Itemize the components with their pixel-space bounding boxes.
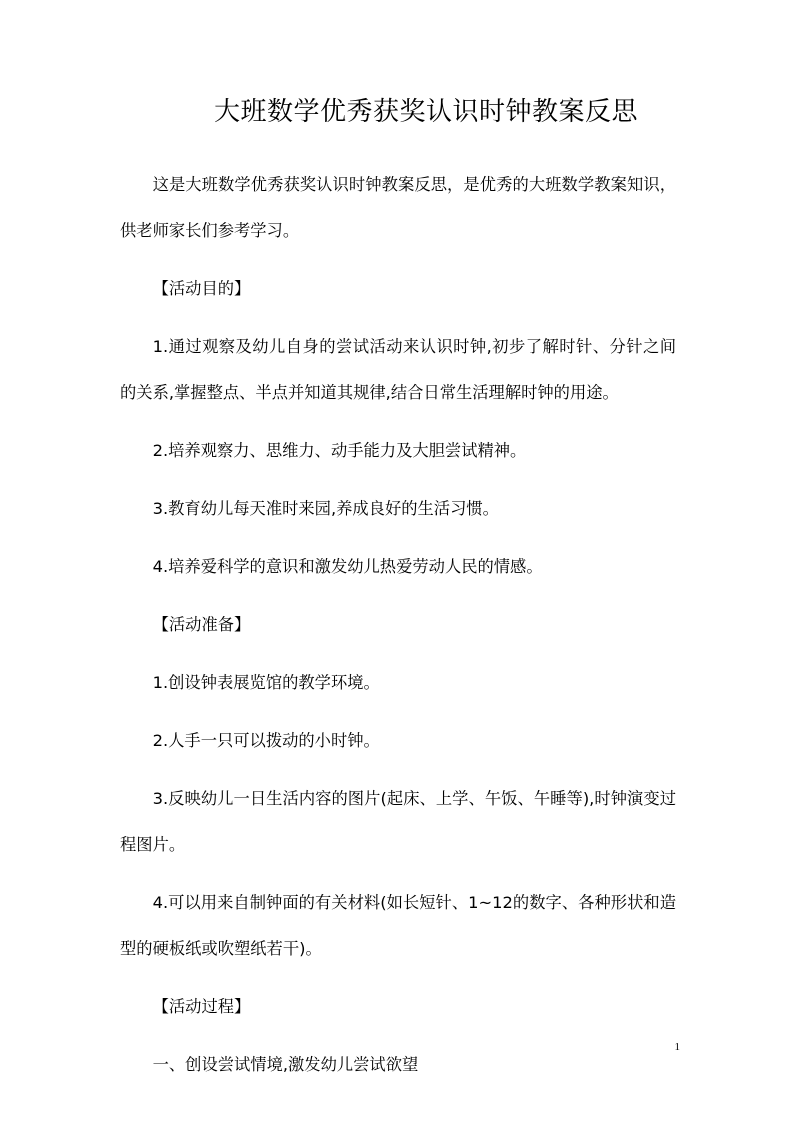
preparation-item-4: 4.可以用来自制钟面的有关材料(如长短针、1~12的数字、各种形状和造型的硬板纸或吹塑纸若干)。 xyxy=(120,893,676,958)
goal-item-1: 1.通过观察及幼儿自身的尝试活动来认识时钟,初步了解时针、分针之间的关系,掌握整点、半点并知道其规律,结合日常生活理解时钟的用途。 xyxy=(120,337,676,402)
goal-item-3: 3.教育幼儿每天准时来园,养成良好的生活习惯。 xyxy=(152,499,499,518)
section-heading-activity-process: 【活动过程】 xyxy=(152,997,251,1016)
preparation-item-1: 1.创设钟表展览馆的教学环境。 xyxy=(152,673,380,692)
preparation-item-3: 3.反映幼儿一日生活内容的图片(起床、上学、午饭、午睡等),时钟演变过程图片。 xyxy=(120,789,676,854)
preparation-item-2: 2.人手一只可以拨动的小时钟。 xyxy=(152,731,380,750)
page-number: 1 xyxy=(674,1041,680,1053)
document-title: 大班数学优秀获奖认识时钟教案反思 xyxy=(213,97,638,127)
section-heading-activity-goals: 【活动目的】 xyxy=(152,279,251,298)
process-step-1: 一、创设尝试情境,激发幼儿尝试欲望 xyxy=(152,1055,419,1074)
intro-paragraph: 这是大班数学优秀获奖认识时钟教案反思，是优秀的大班数学教案知识，供老师家长们参考学习。 xyxy=(120,175,676,240)
document-body xyxy=(120,162,676,1100)
goal-item-4: 4.培养爱科学的意识和激发幼儿热爱劳动人民的情感。 xyxy=(152,557,543,576)
section-heading-activity-preparation: 【活动准备】 xyxy=(152,615,251,634)
goal-item-2: 2.培养观察力、思维力、动手能力及大胆尝试精神。 xyxy=(152,441,527,460)
